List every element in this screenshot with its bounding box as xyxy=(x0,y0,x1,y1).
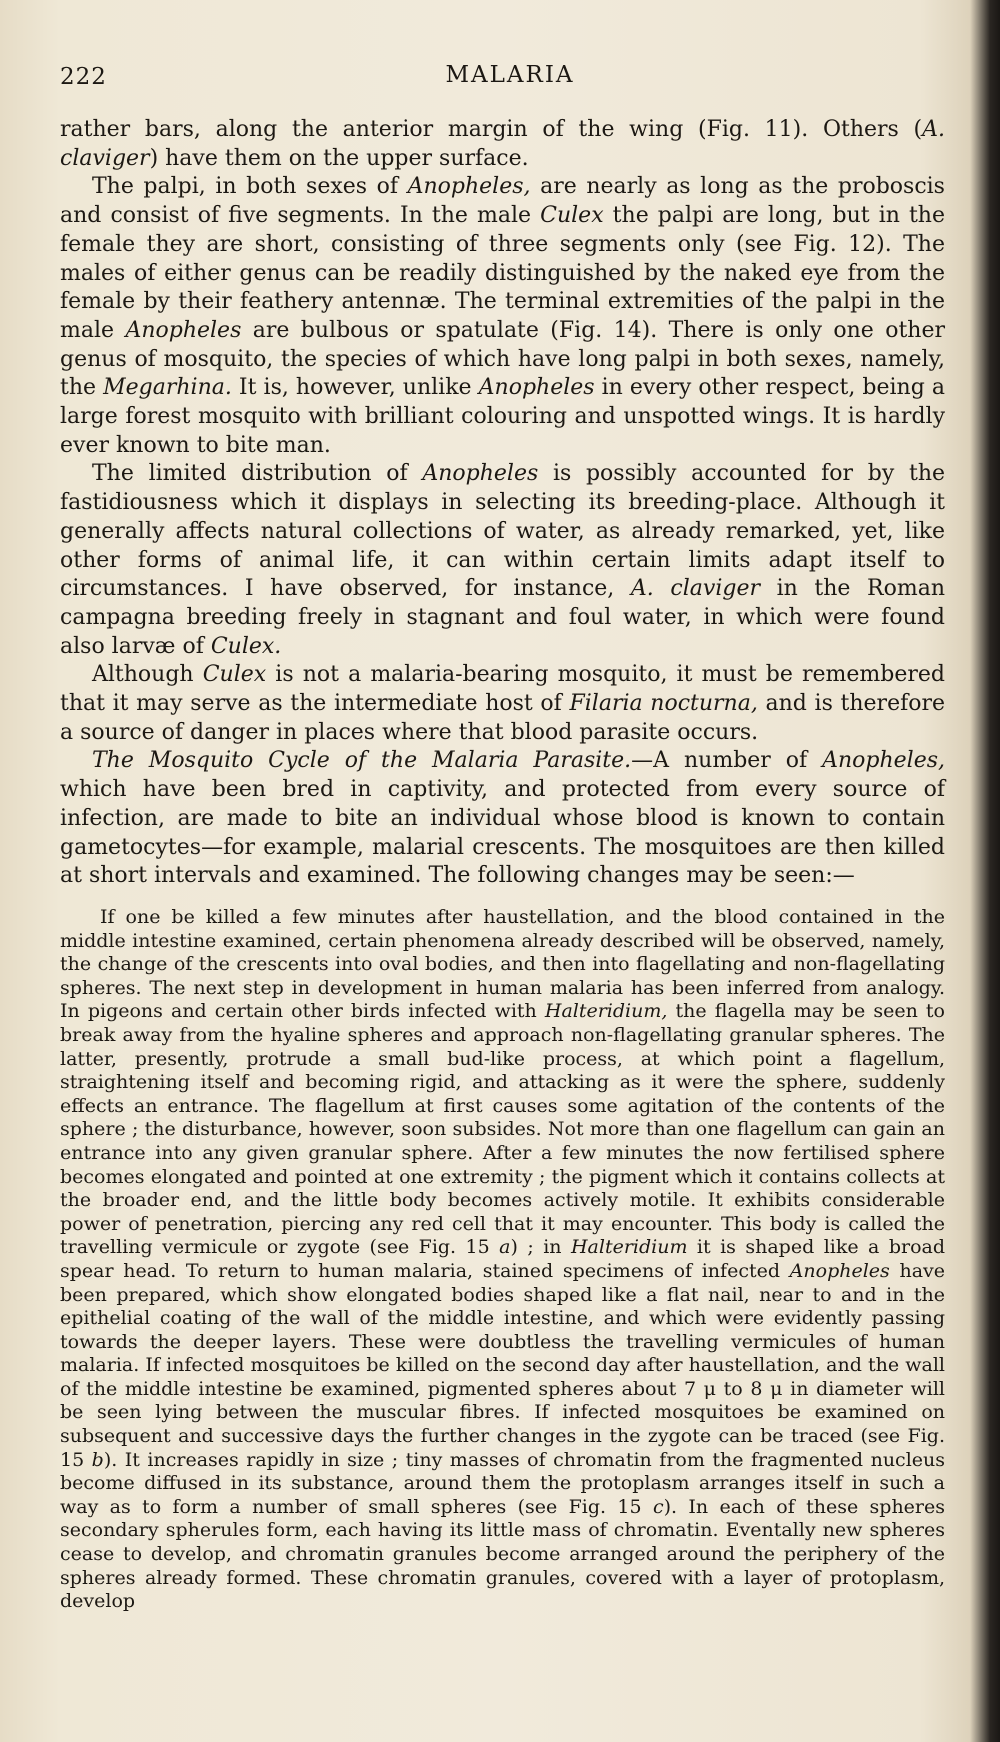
text-run: If one be killed a few minutes after haustellation, and the blood contained in the middle intestine examined, certain phenomena already described will be observed, namely, the change of the crescents into oval bodies, and then into flagellating and non-flagellating spheres. The next step in development in human malaria has been inferred from analogy. In pigeons and certain other birds infected with xyxy=(60,906,945,1023)
text-run: Although xyxy=(92,662,203,688)
italic-run: Anopheles, xyxy=(822,748,945,774)
page-header xyxy=(60,60,960,100)
text-run: the flagella may be seen to break away from the hyaline spheres and approach non-flagellating granular spheres. The latter, presently, protrude a small bud-like process, at which point a flagellum, straightening itself and becoming rigid, and attacking as it were the sphere, suddenly effects an entrance. The flagellum at first causes some agitation of the contents of the sphere ; the disturbance, however, soon subsides. Not more than one flagellum can gain an entrance into any given granular sphere. After a few minutes the now fertilised sphere becomes elongated and pointed at one extremity ; the pigment which it contains collects at the broader end, and the little body becomes actively motile. It exhibits considerable power of penetration, piercing any red cell that it may encounter. This body is called the travelling vermicule or zygote (see Fig. 15 xyxy=(60,1000,945,1259)
italic-run: Culex xyxy=(202,662,267,688)
text-run: it is shaped like a broad spear head. To return to human malaria, stained specimens of infected xyxy=(60,1236,945,1282)
italic-run: A. claviger xyxy=(60,117,945,171)
italic-run: a xyxy=(499,1236,511,1259)
paragraph-2 xyxy=(60,173,945,460)
text-run: is not a malaria-bearing mosquito, it must be remembered that it may serve as the intermediate host of xyxy=(60,662,946,717)
italic-run: Anopheles xyxy=(789,1259,890,1282)
text-run: in every other respect, being a large forest mosquito with brilliant colouring and unspotted wings. It is hardly ever known to bite man. xyxy=(60,375,945,458)
paragraph-4 xyxy=(60,661,945,747)
italic-run: Filaria nocturna, xyxy=(569,691,758,717)
text-run: are nearly as long as the proboscis and consist of five segments. In the male xyxy=(60,174,945,229)
page-number: 222 xyxy=(60,64,107,90)
italic-run: Halteridium, xyxy=(544,1000,668,1023)
italic-run: Anopheles xyxy=(478,375,595,401)
text-run: ) have them on the upper surface. xyxy=(149,145,529,171)
italic-run: Culex. xyxy=(210,633,282,659)
text-run: The palpi, in both sexes of xyxy=(92,174,408,200)
small-print-block xyxy=(60,906,945,1614)
italic-run: b xyxy=(91,1448,104,1471)
text-run: ). It increases rapidly in size ; tiny masses of chromatin from the fragmented nucleus become diffused in its substance, around them the protoplasm arranges itself in such a way as to form a number of small spheres (see Fig. 15 xyxy=(60,1448,946,1518)
italic-run: Halteridium xyxy=(570,1236,688,1259)
italic-run: Anopheles, xyxy=(407,174,531,200)
text-run: ) ; in xyxy=(510,1236,571,1259)
italic-run: A. claviger xyxy=(630,576,760,602)
paragraph-6 xyxy=(60,906,945,1614)
paragraph-1 xyxy=(60,116,945,173)
text-run: which have been bred in captivity, and protected from every source of infection, are made to bite an individual whose blood is known to contain gametocytes—for example, malarial crescents. The mosquitoes are then killed at short intervals and examined. The following changes may be seen:— xyxy=(60,777,945,889)
paragraph-3 xyxy=(60,460,945,661)
italic-run: Culex xyxy=(540,203,604,229)
italic-run: c xyxy=(652,1495,664,1518)
text-run: —A number of xyxy=(631,748,823,774)
text-run: rather bars, along the anterior margin of the wing (Fig. 11). Others ( xyxy=(60,117,923,142)
italic-run: Megarhina. xyxy=(103,375,232,401)
main-text xyxy=(60,116,945,891)
text-run: in the Roman campagna breeding freely in stagnant and foul water, in which were found also larvæ of xyxy=(60,576,946,659)
italic-run: Anopheles xyxy=(125,317,242,343)
paragraph-5 xyxy=(60,747,945,891)
italic-run: Anopheles xyxy=(422,461,539,487)
section-heading-italic: The Mosquito Cycle of the Malaria Parasite. xyxy=(92,748,632,774)
text-run: the palpi are long, but in the female they are short, consisting of three segments only (see Fig. 12). The males of either genus can be readily distinguished by the naked eye from the female by their feathery antennæ. The terminal extremities of the palpi in the male xyxy=(60,203,945,343)
text-run: The limited distribution of xyxy=(92,461,423,487)
text-run: is possibly accounted for by the fastidiousness which it displays in selecting its breeding-place. Although it generally affects natural collections of water, as already remarked, yet, like other forms of animal life, it can within certain limits adapt itself to circumstances. I have observed, for instance, xyxy=(60,461,946,602)
text-run: have been prepared, which show elongated bodies shaped like a flat nail, near to and in the epithelial coating of the wall of the middle intestine, and which were evidently passing towards the deeper layers. These were doubtless the travelling vermicules of human malaria. If infected mosquitoes be killed on the second day after haustellation, and the wall of the middle intestine be examined, pigmented spheres about 7 μ to 8 μ in diameter will be seen lying between the muscular fibres. If infected mosquitoes be examined on subsequent and successive days the further changes in the zygote can be traced (see Fig. 15 xyxy=(60,1259,945,1471)
running-head: MALARIA xyxy=(445,62,575,88)
text-run: are bulbous or spatulate (Fig. 14). There is only one other genus of mosquito, the species of which have long palpi in both sexes, namely, the xyxy=(60,317,945,401)
text-run: It is, however, unlike xyxy=(231,375,479,401)
text-run: ). In each of these spheres secondary spherules form, each having its little mass of chromatin. Eventally new spheres cease to develop, and chromatin granules become arranged around the periphery of the spheres already formed. These chromatin granules, covered with a layer of protoplasm, develop xyxy=(60,1495,945,1613)
text-run: and is therefore a source of danger in places where that blood parasite occurs. xyxy=(60,691,946,745)
